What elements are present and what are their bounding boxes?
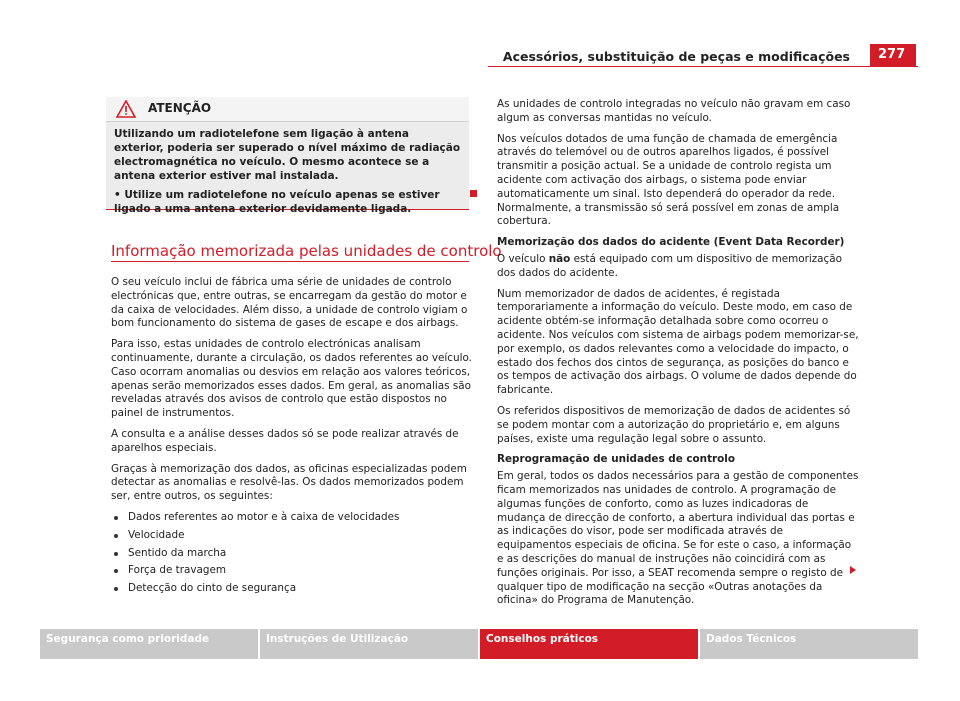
warning-header — [106, 97, 469, 122]
paragraph: As unidades de controlo integradas no veículo não gravam em caso algum as conversas mantidas no veículo. — [497, 98, 851, 124]
header-title: Acessórios, substituição de peças e modificações — [502, 49, 850, 64]
paragraph: Nos veículos dotados de uma função de chamada de emergência através do telemóvel ou de outros aparelhos ligados, é possível transmitir a posição actual. Se a unidade de controlo regista um acidente com activação dos airbags, o sistema pode enviar automaticamente um sinal. Isto dependerá do operador da rede. Normalmente, a transmissão só será possível em zonas de ampla cobertura. — [497, 132, 840, 228]
left-column — [111, 276, 473, 600]
tab-dados-tecnicos[interactable]: Dados Técnicos — [700, 629, 918, 659]
right-column — [497, 98, 859, 615]
section-title: Informação memorizada pelas unidades de controlo — [111, 242, 502, 260]
list-item: Velocidade — [111, 529, 473, 543]
tab-conselhos[interactable]: Conselhos práticos — [480, 629, 698, 659]
section-rule — [111, 261, 469, 262]
tab-instrucoes[interactable]: Instruções de Utilização — [260, 629, 478, 659]
paragraph: Os referidos dispositivos de memorização de dados de acidentes só se podem montar com a autorização do proprietário e, em alguns países, existe uma regulação legal sobre o assunto. — [497, 404, 851, 445]
paragraph: Graças à memorização dos dados, as oficinas especializadas podem detectar as anomalias e resolvê-las. Os dados memorizados podem ser, entre outros, os seguintes: — [111, 462, 467, 503]
footer-tabs — [40, 629, 918, 659]
warning-bullet: • Utilize um radiotelefone no veículo apenas se estiver ligado a uma antena exterior devidamente ligada. — [114, 189, 440, 215]
list-item: Força de travagem — [111, 564, 473, 578]
warning-triangle-icon — [116, 100, 136, 122]
paragraph: Num memorizador de dados de acidentes, é registada temporariamente a informação do veículo. Deste modo, em caso de acidente obtém-se informação detalhada sobre como ocorreu o acidente. Nos veículos com sistema de airbags podem memorizar-se, por exemplo, os dados relevantes como a velocidade do impacto, o estado dos fechos dos cintos de segurança, as posições do banco e os tempos de activação dos airbags. O volume de dados depende do fabricante. — [497, 287, 859, 397]
page-number: 277 — [870, 44, 916, 66]
warning-title: ATENÇÃO — [148, 101, 212, 115]
list-item: Sentido da marcha — [111, 547, 473, 561]
paragraph: Em geral, todos os dados necessários para a gestão de componentes ficam memorizados nas unidades de controlo. A programação de algumas funções de conforto, como as luzes indicadoras de mudança de direcção de conforto, a abertura individual das portas e as indicações do visor, pode ser modificada através de equipamentos especiais de oficina. Se for este o caso, a informação e as descrições do manual de instruções não coincidirá com as funções originais. Por isso, a SEAT recomenda sempre o registo de qualquer tipo de modificação na secção «Outras anotações da oficina» do Programa de Manutenção. — [497, 470, 859, 607]
header-rule — [488, 66, 918, 67]
warning-end-mark — [470, 190, 477, 197]
tab-seguranca[interactable]: Segurança como prioridade — [40, 629, 258, 659]
continue-arrow-icon — [850, 566, 856, 574]
paragraph: O seu veículo inclui de fábrica uma série de unidades de controlo electrónicas que, entre outras, se encarregam da gestão do motor e da caixa de velocidades. Além disso, a unidade de controlo vigiam o bom funcionamento do sistema de gases de escape e dos airbags. — [111, 276, 468, 330]
paragraph: Para isso, estas unidades de controlo electrónicas analisam continuamente, durante a circulação, os dados referentes ao veículo. Caso ocorram anomalias ou desvios em relação aos valores teóricos, apenas serão memorizados esses dados. Em geral, as anomalias são reveladas através dos avisos de controlo que estão dispostos no painel de instrumentos. — [111, 338, 472, 420]
paragraph: O veículo não está equipado com um dispositivo de memorização dos dados do acidente. — [497, 252, 842, 279]
subheading: Memorização dos dados do acidente (Event Data Recorder) — [497, 236, 845, 249]
warning-paragraph: Utilizando um radiotelefone sem ligação à antena exterior, poderia ser superado o nível máximo de radiação electromagnética no veículo. O mesmo acontece se a antena exterior estiver mal instalada. — [114, 128, 461, 182]
list-item: Dados referentes ao motor e à caixa de velocidades — [111, 511, 473, 525]
data-list — [111, 511, 473, 596]
warning-body — [106, 122, 469, 216]
subheading: Reprogramação de unidades de controlo — [497, 453, 736, 466]
list-item: Detecção do cinto de segurança — [111, 582, 473, 596]
paragraph: A consulta e a análise desses dados só se pode realizar através de aparelhos especiais. — [111, 427, 459, 454]
warning-box — [106, 97, 469, 215]
